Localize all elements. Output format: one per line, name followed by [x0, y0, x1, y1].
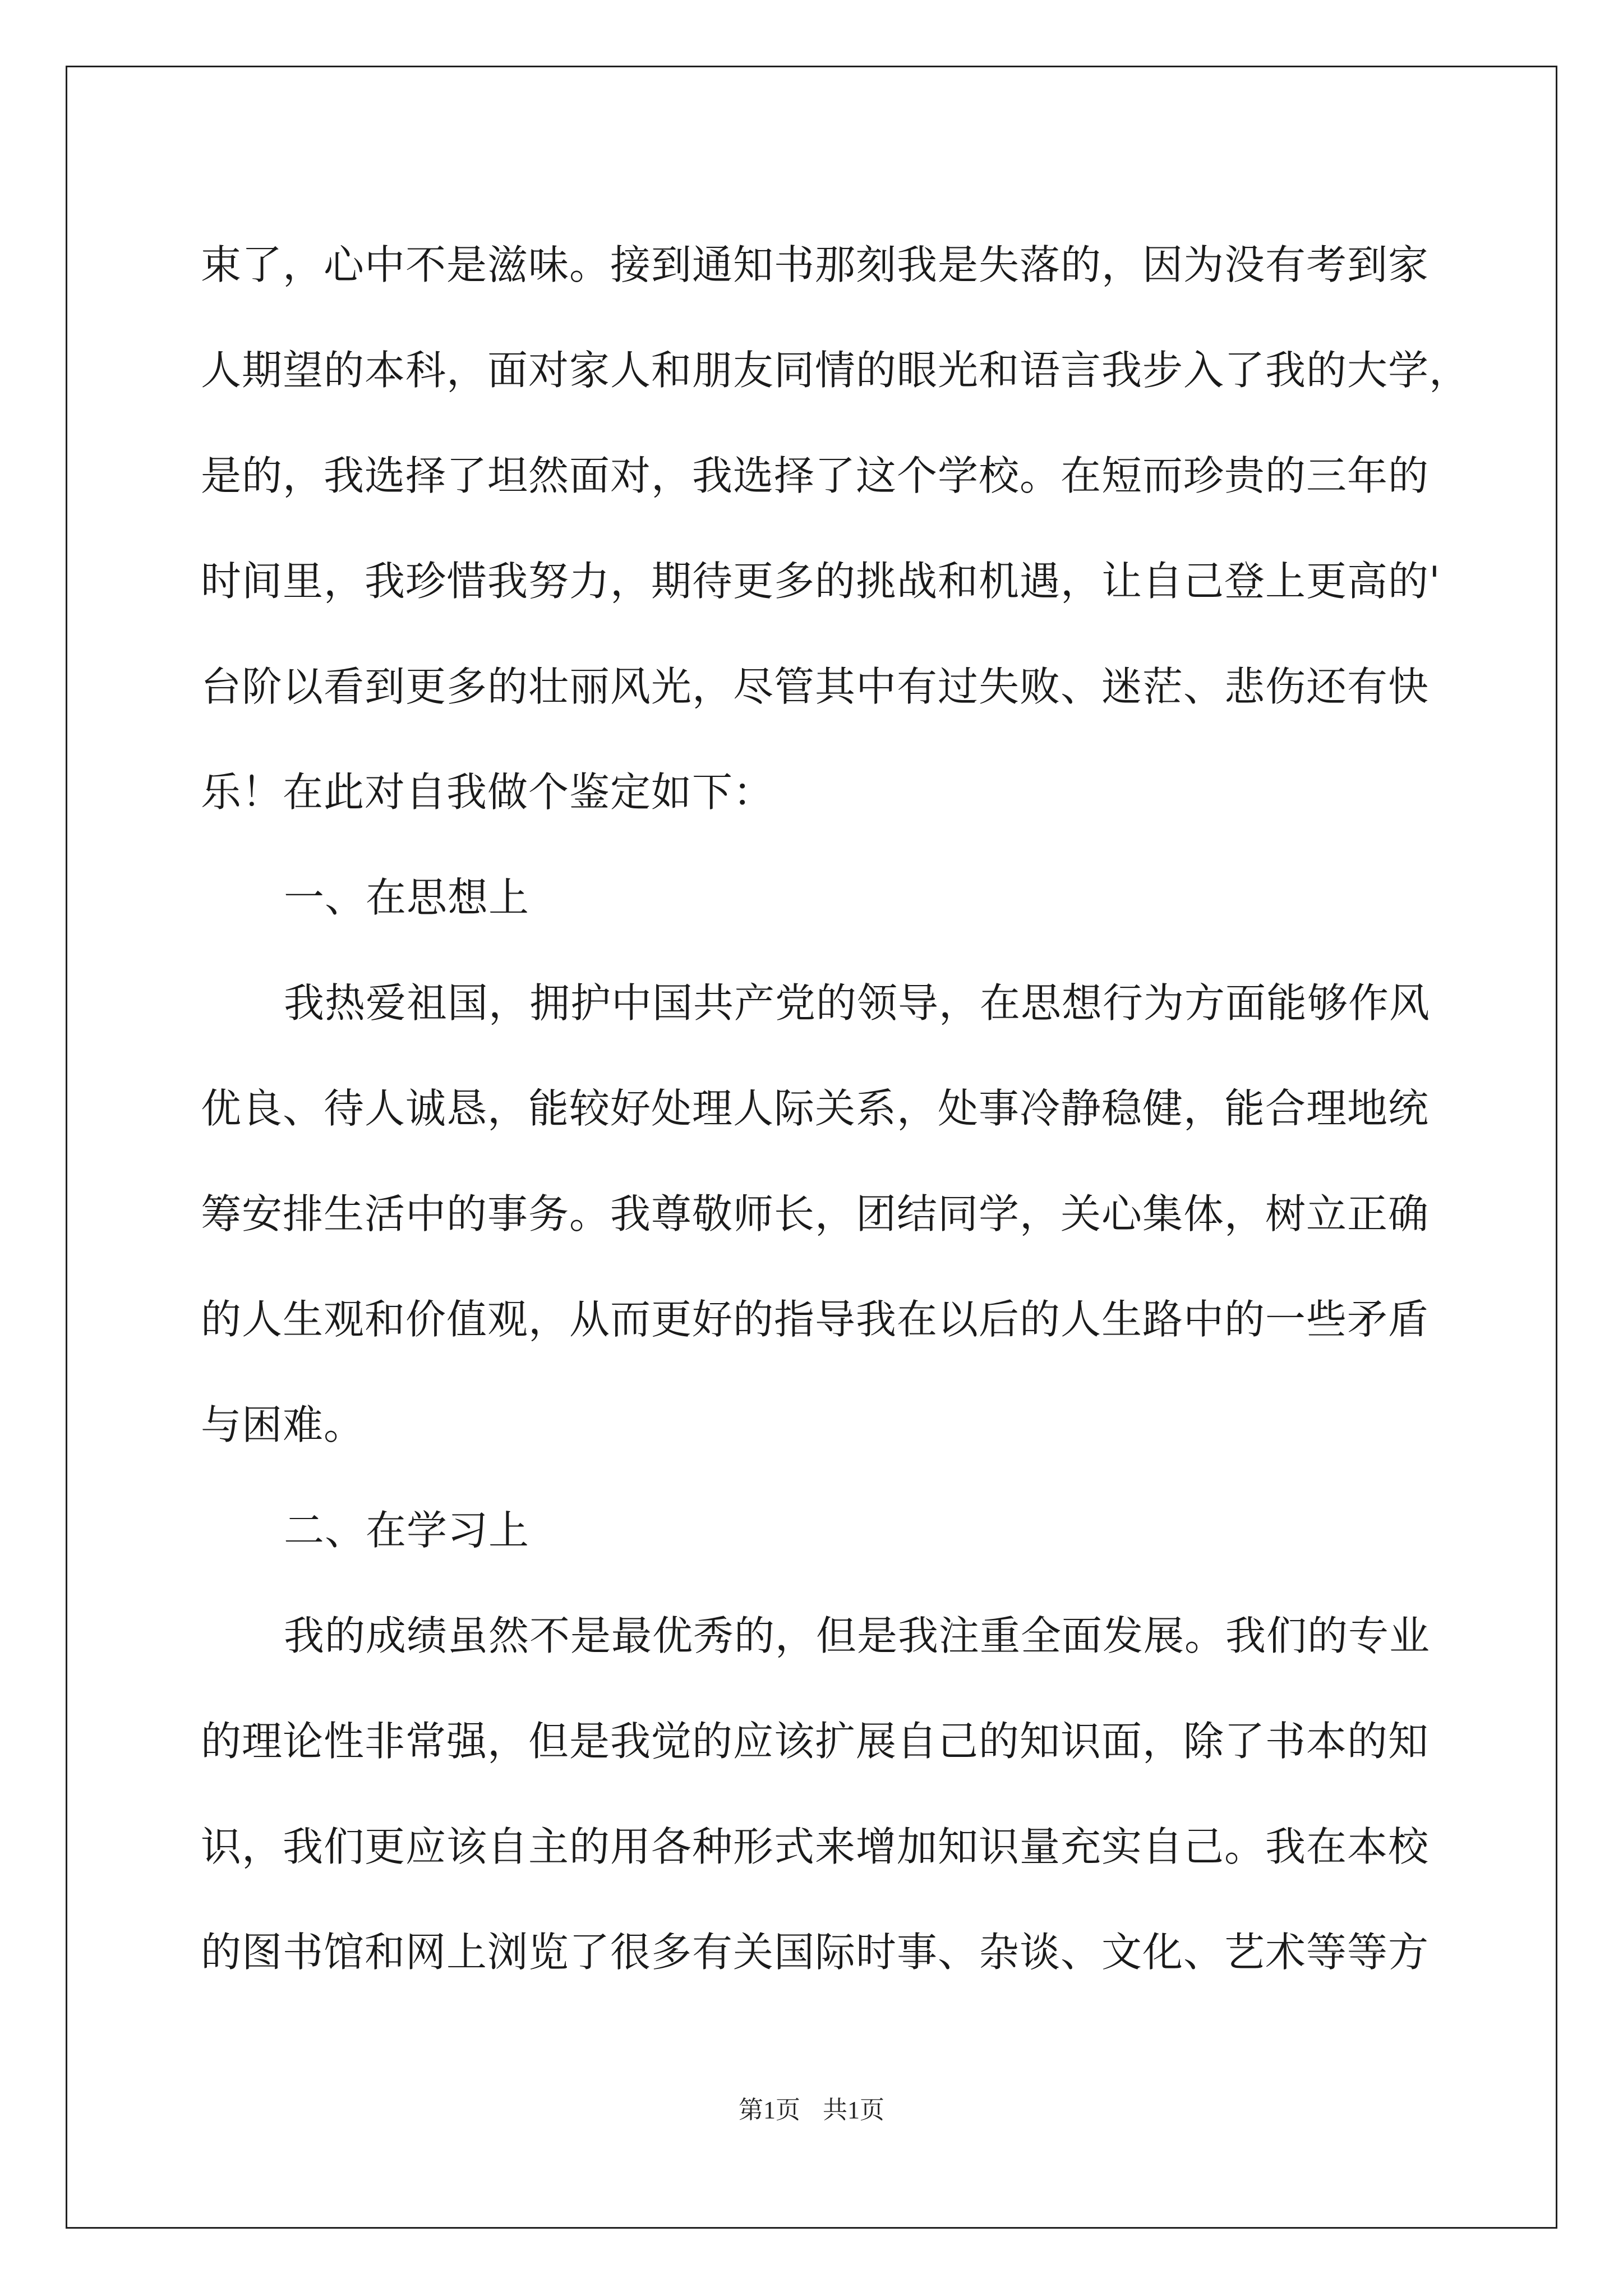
text-line: 我热爱祖国，拥护中国共产党的领导，在思想行为方面能够作风	[284, 979, 1431, 1027]
page-number: 第1页	[739, 2096, 800, 2124]
text-line: 筹安排生活中的事务。我尊敬师长，团结同学，关心集体，树立正确	[201, 1190, 1430, 1237]
text-line: 与困难。	[201, 1401, 365, 1448]
text-line: 人期望的本科，面对家人和朋友同情的眼光和语言我步入了我的大学，	[201, 347, 1470, 394]
page-total: 共1页	[823, 2096, 884, 2124]
text-line: 时间里，我珍惜我努力，期待更多的挑战和机遇，让自己登上更高的'	[201, 558, 1441, 605]
document-body	[201, 212, 1470, 2005]
text-line: 台阶以看到更多的壮丽风光，尽管其中有过失败、迷茫、悲伤还有快	[201, 663, 1430, 710]
text-line: 是的，我选择了坦然面对，我选择了这个学校。在短而珍贵的三年的	[201, 452, 1430, 499]
page-footer	[0, 2093, 1623, 2127]
text-line: 束了，心中不是滋味。接到通知书那刻我是失落的，因为没有考到家	[201, 241, 1430, 288]
text-line: 的理论性非常强，但是我觉的应该扩展自己的知识面，除了书本的知	[201, 1718, 1430, 1765]
text-line: 乐！在此对自我做个鉴定如下：	[201, 769, 774, 816]
text-line: 优良、待人诚恳，能较好处理人际关系，处事冷静稳健，能合理地统	[201, 1085, 1430, 1132]
section-heading-thought: 一、在思想上	[284, 874, 530, 921]
text-line: 识，我们更应该自主的用各种形式来增加知识量充实自己。我在本校	[201, 1823, 1430, 1870]
text-line: 的人生观和价值观，从而更好的指导我在以后的人生路中的一些矛盾	[201, 1296, 1430, 1343]
text-line: 我的成绩虽然不是最优秀的，但是我注重全面发展。我们的专业	[284, 1612, 1431, 1659]
text-line: 的图书馆和网上浏览了很多有关国际时事、杂谈、文化、艺术等等方	[201, 1929, 1430, 1976]
section-heading-study: 二、在学习上	[284, 1507, 530, 1554]
